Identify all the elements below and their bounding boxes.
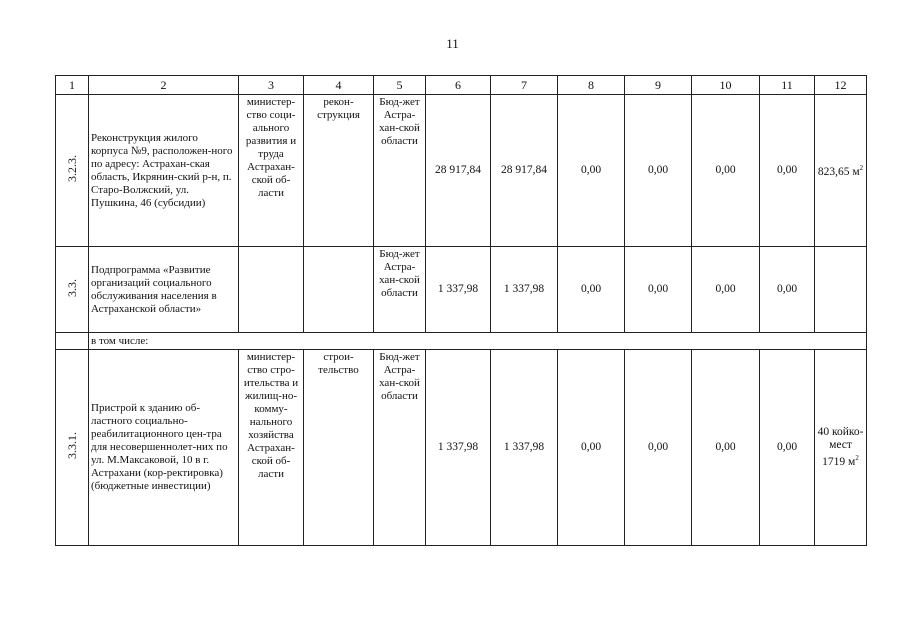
capacity-sup: 2 <box>859 164 864 173</box>
header-row <box>56 76 867 95</box>
value-col11: 0,00 <box>760 95 815 247</box>
value-col10: 0,00 <box>692 95 760 247</box>
row-number-text: 3.3.1. <box>64 432 79 459</box>
measure-name: Реконструкция жилого корпуса №9, расположен-ного по адресу: Астрахан-ская область, Икрянин-ский р-н, п. Старо-Волжский, ул. Пушкина, 46 (субсидии) <box>89 95 239 247</box>
capacity <box>815 350 867 546</box>
value-col7: 1 337,98 <box>491 350 558 546</box>
row-number <box>56 95 89 247</box>
value-col9: 0,00 <box>625 95 692 247</box>
header-cell: 5 <box>374 76 426 95</box>
value-col6: 1 337,98 <box>426 350 491 546</box>
capacity-text: 40 койко-мест 1719 м <box>817 426 864 468</box>
measure-name: Пристрой к зданию об-ластного социально-реабилитационного цен-тра для несовершеннолет-них по ул. М.Максаковой, 10 в г. Астрахани (кор-ректировка) (бюджетные инвестиции) <box>89 350 239 546</box>
value-col6: 28 917,84 <box>426 95 491 247</box>
program-table <box>55 75 867 546</box>
value-col8: 0,00 <box>558 95 625 247</box>
value-col6: 1 337,98 <box>426 247 491 333</box>
header-cell: 6 <box>426 76 491 95</box>
measure-name: Подпрограмма «Развитие организаций социального обслуживания населения в Астраханской области» <box>89 247 239 333</box>
note-text: в том числе: <box>89 333 867 350</box>
work-type: строи-тельство <box>304 350 374 546</box>
note-row <box>56 333 867 350</box>
capacity <box>815 95 867 247</box>
header-cell: 2 <box>89 76 239 95</box>
value-col11: 0,00 <box>760 350 815 546</box>
value-col7: 28 917,84 <box>491 95 558 247</box>
note-spacer <box>56 333 89 350</box>
table-row <box>56 247 867 333</box>
value-col9: 0,00 <box>625 350 692 546</box>
row-number-text: 3.2.3. <box>64 155 79 182</box>
row-number <box>56 247 89 333</box>
header-cell: 12 <box>815 76 867 95</box>
capacity-sup: 2 <box>855 454 859 463</box>
header-cell: 1 <box>56 76 89 95</box>
table-row <box>56 350 867 546</box>
header-cell: 11 <box>760 76 815 95</box>
funding-source: Бюд-жет Астра-хан-ской области <box>374 350 426 546</box>
header-cell: 4 <box>304 76 374 95</box>
row-number-text: 3.3. <box>64 278 79 297</box>
executor: министер-ство стро-ительства и жилищ-но-комму-нального хозяйства Астрахан-ской об-ласти <box>239 350 304 546</box>
capacity-text: 823,65 м <box>817 165 860 178</box>
value-col8: 0,00 <box>558 247 625 333</box>
funding-source: Бюд-жет Астра-хан-ской области <box>374 95 426 247</box>
capacity <box>815 247 867 333</box>
executor: министер-ство соци-ального развития и труда Астрахан-ской об-ласти <box>239 95 304 247</box>
value-col10: 0,00 <box>692 350 760 546</box>
header-cell: 8 <box>558 76 625 95</box>
value-col9: 0,00 <box>625 247 692 333</box>
header-cell: 9 <box>625 76 692 95</box>
value-col7: 1 337,98 <box>491 247 558 333</box>
header-cell: 3 <box>239 76 304 95</box>
page-number: 11 <box>446 36 459 51</box>
executor <box>239 247 304 333</box>
work-type <box>304 247 374 333</box>
header-cell: 10 <box>692 76 760 95</box>
value-col11: 0,00 <box>760 247 815 333</box>
value-col10: 0,00 <box>692 247 760 333</box>
value-col8: 0,00 <box>558 350 625 546</box>
funding-source: Бюд-жет Астра-хан-ской области <box>374 247 426 333</box>
row-number <box>56 350 89 546</box>
table-row <box>56 95 867 247</box>
header-cell: 7 <box>491 76 558 95</box>
work-type: рекон-струкция <box>304 95 374 247</box>
